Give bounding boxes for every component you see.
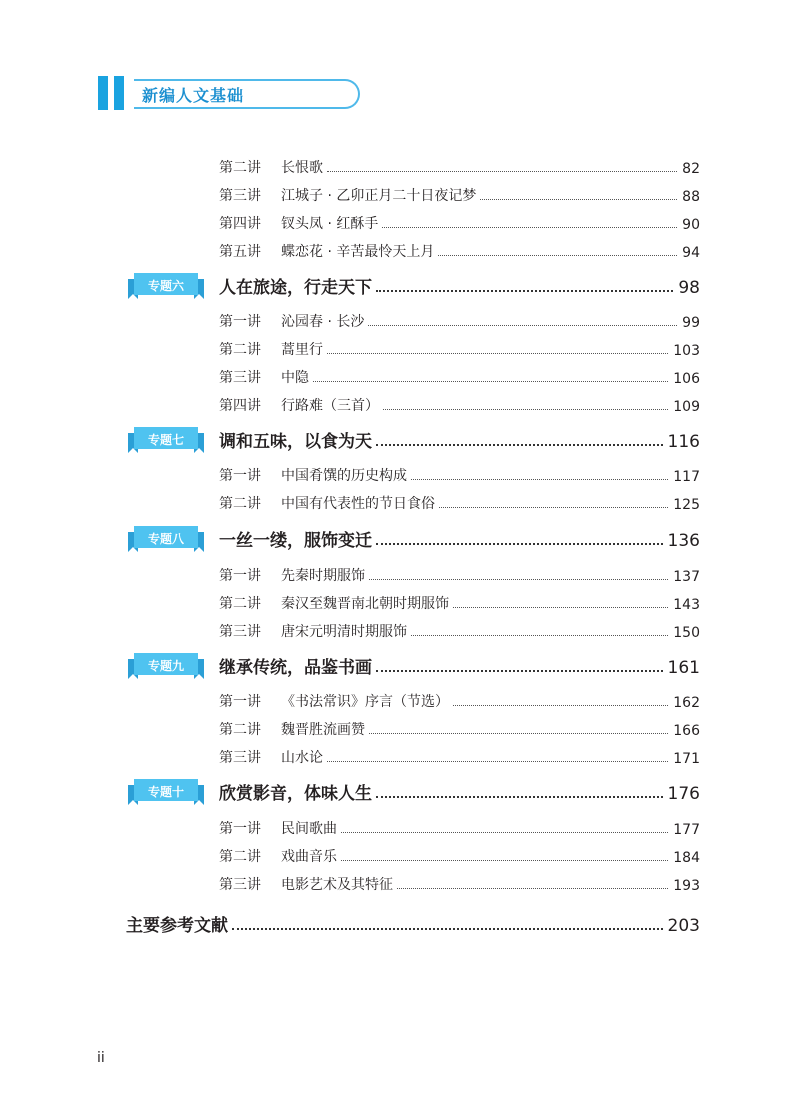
entry-title: 戏曲音乐: [281, 849, 337, 865]
entry-title: 唐宋元明清时期服饰: [281, 624, 407, 640]
entry-title: 《书法常识》序言（节选）: [281, 694, 449, 710]
dot-leader: [376, 444, 663, 446]
toc-lecture-entry[interactable]: [219, 465, 700, 485]
toc-lecture-entry[interactable]: [219, 691, 700, 711]
topic-badge-label: 专题八: [147, 532, 184, 546]
entry-title: 主要参考文献: [126, 916, 228, 936]
topic-badge: [128, 653, 204, 679]
entry-page-number: 94: [682, 245, 700, 261]
entry-page-number: 109: [673, 399, 700, 415]
dot-leader: [368, 325, 677, 326]
entry-page-number: 137: [673, 569, 700, 585]
entry-page-number: 184: [673, 850, 700, 866]
entry-title: 调和五味，以食为天: [219, 432, 372, 452]
toc-lecture-entry[interactable]: [219, 818, 700, 838]
dot-leader: [411, 635, 668, 636]
toc-topic-entry[interactable]: [219, 428, 700, 452]
topic-badge: [128, 427, 204, 453]
lecture-number: 第三讲: [219, 624, 261, 640]
dot-leader: [453, 607, 668, 608]
toc-lecture-entry[interactable]: [219, 565, 700, 585]
entry-title: 行路难（三首）: [281, 398, 379, 414]
dot-leader: [480, 199, 677, 200]
entry-page-number: 99: [682, 315, 700, 331]
dot-leader: [341, 860, 668, 861]
toc-topic-entry[interactable]: [219, 527, 700, 551]
entry-title: 蒿里行: [281, 342, 323, 358]
entry-title: 中隐: [281, 370, 309, 386]
entry-title: 山水论: [281, 750, 323, 766]
entry-page-number: 136: [667, 531, 700, 551]
dot-leader: [411, 479, 668, 480]
toc-topic-entry[interactable]: [219, 780, 700, 804]
entry-title: 钗头凤 · 红酥手: [281, 216, 379, 232]
dot-leader: [232, 928, 663, 930]
toc-lecture-entry[interactable]: [219, 213, 700, 233]
topic-badge-label: 专题六: [147, 279, 184, 293]
entry-page-number: 98: [678, 278, 700, 298]
entry-title: 长恨歌: [281, 160, 323, 176]
toc-lecture-entry[interactable]: [219, 157, 700, 177]
dot-leader: [397, 888, 668, 889]
dot-leader: [376, 670, 663, 672]
dot-leader: [327, 353, 668, 354]
entry-page-number: 103: [673, 343, 700, 359]
dot-leader: [382, 227, 677, 228]
toc-lecture-entry[interactable]: [219, 874, 700, 894]
lecture-number: 第一讲: [219, 468, 261, 484]
entry-title: 民间歌曲: [281, 821, 337, 837]
entry-title: 秦汉至魏晋南北朝时期服饰: [281, 596, 449, 612]
toc-lecture-entry[interactable]: [219, 747, 700, 767]
lecture-number: 第一讲: [219, 821, 261, 837]
lecture-number: 第二讲: [219, 849, 261, 865]
lecture-number: 第一讲: [219, 314, 261, 330]
lecture-number: 第三讲: [219, 188, 261, 204]
dot-leader: [313, 381, 668, 382]
entry-title: 继承传统，品鉴书画: [219, 658, 372, 678]
entry-title: 一丝一缕，服饰变迁: [219, 531, 372, 551]
dot-leader: [376, 543, 663, 545]
lecture-number: 第二讲: [219, 596, 261, 612]
dot-leader: [453, 705, 668, 706]
toc-lecture-entry[interactable]: [219, 367, 700, 387]
toc-lecture-entry[interactable]: [219, 311, 700, 331]
entry-page-number: 171: [673, 751, 700, 767]
entry-title: 沁园春 · 长沙: [281, 314, 365, 330]
entry-title: 中国有代表性的节日食俗: [281, 496, 435, 512]
toc-topic-entry[interactable]: [219, 654, 700, 678]
entry-page-number: 125: [673, 497, 700, 513]
lecture-number: 第二讲: [219, 160, 261, 176]
header-bar-icon: [114, 76, 124, 110]
entry-title: 中国肴馔的历史构成: [281, 468, 407, 484]
entry-title: 蝶恋花 · 辛苦最怜天上月: [281, 244, 435, 260]
dot-leader: [369, 579, 668, 580]
lecture-number: 第三讲: [219, 370, 261, 386]
lecture-number: 第二讲: [219, 496, 261, 512]
header-bar-icon: [98, 76, 108, 110]
toc-lecture-entry[interactable]: [219, 846, 700, 866]
entry-page-number: 176: [667, 784, 700, 804]
entry-page-number: 143: [673, 597, 700, 613]
dot-leader: [438, 255, 677, 256]
lecture-number: 第三讲: [219, 877, 261, 893]
lecture-number: 第二讲: [219, 722, 261, 738]
book-title: 新编人文基础: [142, 86, 245, 105]
dot-leader: [376, 290, 673, 292]
topic-badge-label: 专题九: [147, 659, 184, 673]
toc-lecture-entry[interactable]: [219, 719, 700, 739]
lecture-number: 第四讲: [219, 398, 261, 414]
toc-lecture-entry[interactable]: [219, 621, 700, 641]
entry-page-number: 162: [673, 695, 700, 711]
toc-lecture-entry[interactable]: [219, 493, 700, 513]
dot-leader: [327, 171, 677, 172]
entry-page-number: 117: [673, 469, 700, 485]
toc-topic-entry[interactable]: [219, 274, 700, 298]
lecture-number: 第五讲: [219, 244, 261, 260]
entry-title: 欣赏影音，体味人生: [219, 784, 372, 804]
dot-leader: [341, 832, 668, 833]
entry-page-number: 203: [667, 916, 700, 936]
entry-page-number: 116: [667, 432, 700, 452]
running-header: [98, 72, 288, 114]
toc-lecture-entry[interactable]: [219, 241, 700, 261]
entry-page-number: 177: [673, 822, 700, 838]
entry-title: 江城子 · 乙卯正月二十日夜记梦: [281, 188, 477, 204]
entry-page-number: 193: [673, 878, 700, 894]
dot-leader: [376, 796, 663, 798]
dot-leader: [327, 761, 668, 762]
entry-page-number: 161: [667, 658, 700, 678]
toc-lecture-entry[interactable]: [219, 395, 700, 415]
topic-badge: [128, 779, 204, 805]
toc-lecture-entry[interactable]: [219, 339, 700, 359]
entry-title: 人在旅途，行走天下: [219, 278, 372, 298]
entry-page-number: 166: [673, 723, 700, 739]
topic-badge-label: 专题十: [147, 785, 184, 799]
entry-page-number: 106: [673, 371, 700, 387]
dot-leader: [383, 409, 668, 410]
toc-lecture-entry[interactable]: [219, 185, 700, 205]
topic-badge-label: 专题七: [147, 433, 184, 447]
toc-lecture-entry[interactable]: [219, 593, 700, 613]
page-number: ii: [97, 1050, 105, 1066]
lecture-number: 第四讲: [219, 216, 261, 232]
entry-title: 先秦时期服饰: [281, 568, 365, 584]
toc-references-entry[interactable]: [126, 912, 700, 936]
entry-page-number: 150: [673, 625, 700, 641]
dot-leader: [439, 507, 668, 508]
lecture-number: 第一讲: [219, 568, 261, 584]
dot-leader: [369, 733, 668, 734]
entry-page-number: 88: [682, 189, 700, 205]
topic-badge: [128, 273, 204, 299]
topic-badge: [128, 526, 204, 552]
entry-page-number: 82: [682, 161, 700, 177]
entry-title: 电影艺术及其特征: [281, 877, 393, 893]
lecture-number: 第三讲: [219, 750, 261, 766]
lecture-number: 第一讲: [219, 694, 261, 710]
entry-title: 魏晋胜流画赞: [281, 722, 365, 738]
entry-page-number: 90: [682, 217, 700, 233]
lecture-number: 第二讲: [219, 342, 261, 358]
